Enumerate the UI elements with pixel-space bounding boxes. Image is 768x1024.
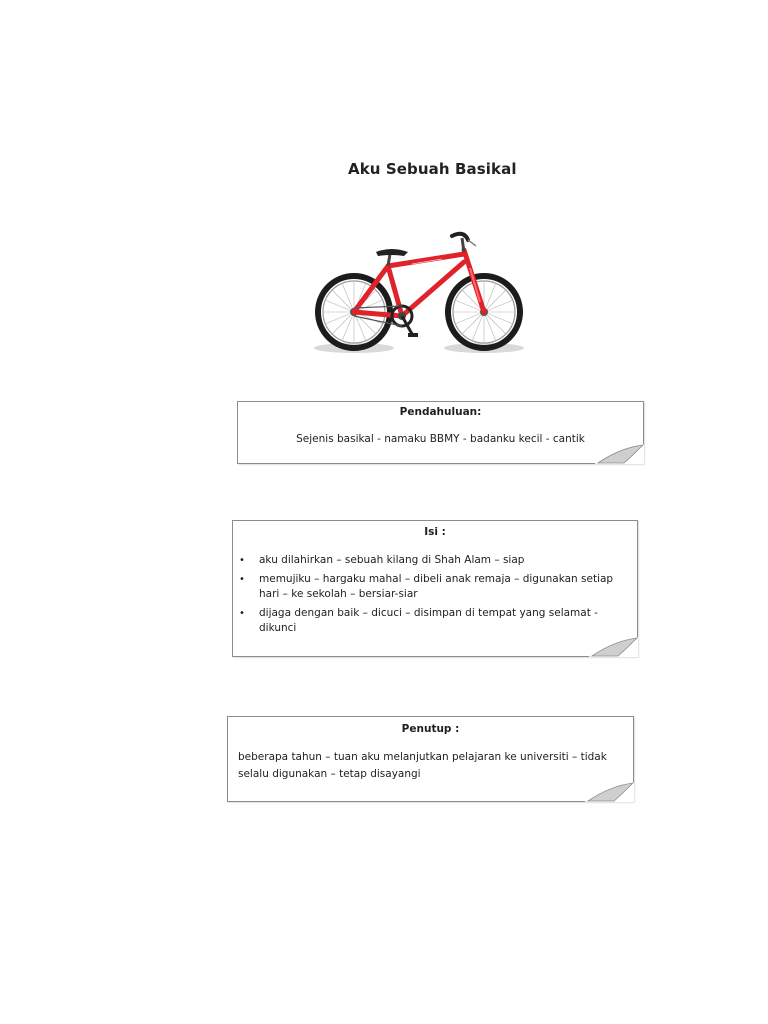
closing-heading: Penutup : <box>401 723 460 735</box>
bullet-icon: • <box>239 555 245 566</box>
page-title: Aku Sebuah Basikal <box>348 160 517 178</box>
content-box <box>232 520 638 657</box>
content-list <box>233 553 637 637</box>
introduction-text: Sejenis basikal - namaku BBMY - badanku kecil - cantik <box>296 433 585 445</box>
introduction-box <box>237 401 644 464</box>
closing-box <box>227 716 634 802</box>
bicycle-image <box>312 224 532 358</box>
list-item <box>239 572 637 603</box>
introduction-heading: Pendahuluan: <box>399 406 482 418</box>
list-item-text: dijaga dengan baik – dicuci – disimpan di tempat yang selamat - dikunci <box>259 606 598 634</box>
bullet-icon: • <box>239 573 245 585</box>
page-curl-icon <box>584 782 634 802</box>
closing-text: beberapa tahun – tuan aku melanjutkan pelajaran ke universiti – tidak selalu digunakan – tetap disayangi <box>238 751 607 780</box>
list-item-text: aku dilahirkan – sebuah kilang di Shah Alam – siap <box>259 554 525 566</box>
list-item <box>239 606 637 637</box>
page-curl-icon <box>588 637 638 657</box>
list-item <box>239 553 637 569</box>
bullet-icon: • <box>239 607 245 619</box>
content-heading: Isi : <box>424 526 446 538</box>
list-item-text: memujiku – hargaku mahal – dibeli anak remaja – digunakan setiap hari – ke sekolah – bersiar-siar <box>259 572 614 600</box>
page-curl-icon <box>594 444 644 464</box>
